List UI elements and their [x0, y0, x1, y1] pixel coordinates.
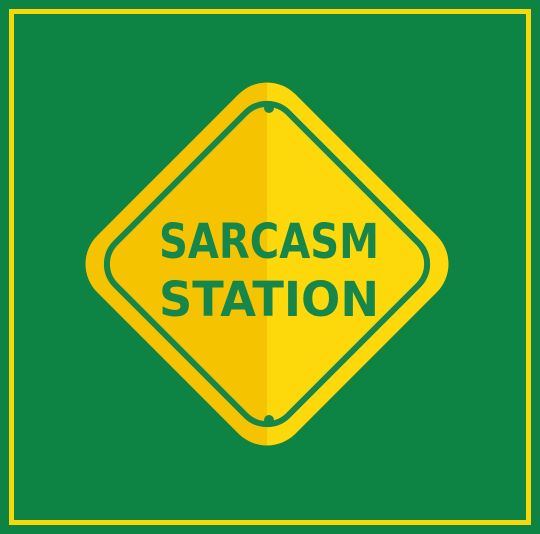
- sign-text-line-1: SARCASM: [159, 214, 379, 270]
- top-bolt-icon: [264, 103, 274, 113]
- sign-text-line-2: STATION: [159, 272, 379, 328]
- bottom-bolt-icon: [264, 415, 274, 425]
